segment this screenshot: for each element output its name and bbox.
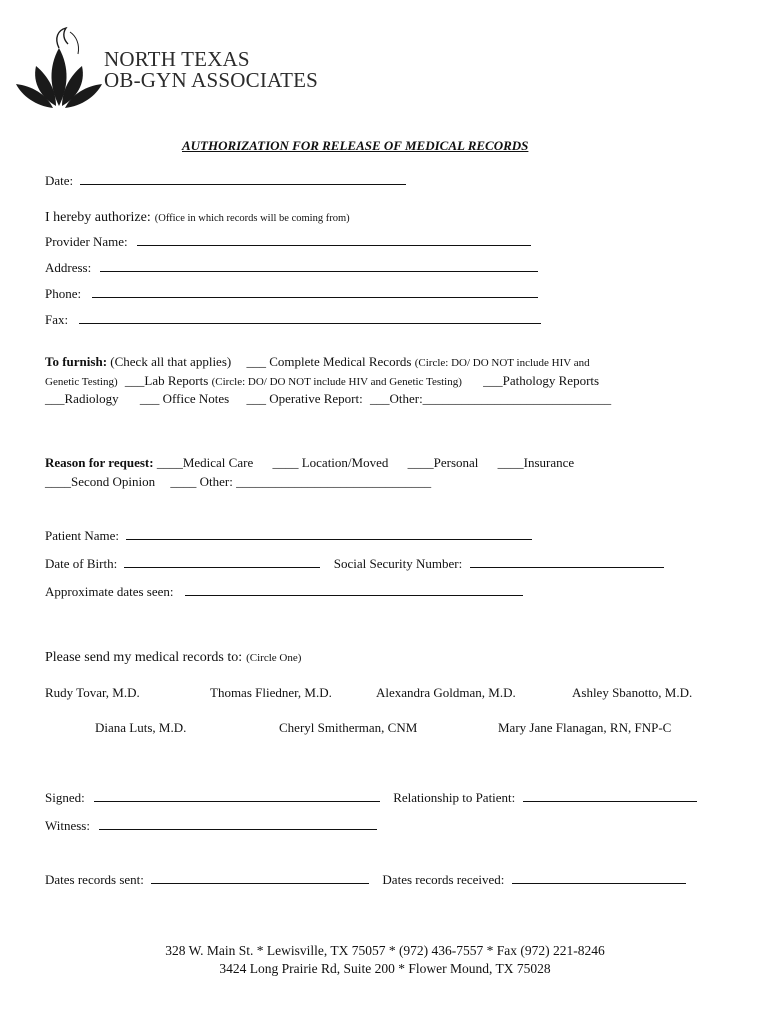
furnish-label: To furnish: (45, 354, 108, 369)
dates-received-label: Dates records received: (382, 872, 505, 887)
dates-sent-row (45, 872, 686, 888)
provider-option-1[interactable]: Rudy Tovar, M.D. (45, 685, 140, 700)
witness-field[interactable] (99, 829, 377, 830)
authorize-row (45, 208, 350, 226)
pathology-reports-option[interactable]: ___Pathology Reports (483, 373, 600, 388)
lab-reports-option[interactable]: ___Lab Reports (124, 373, 209, 388)
second-opinion-option[interactable]: ____Second Opinion (45, 474, 156, 489)
circle-one-note: (Circle One) (246, 652, 302, 664)
logo-line-1: NORTH TEXAS (104, 47, 250, 71)
fax-label: Fax: (45, 312, 69, 327)
signed-label: Signed: (45, 790, 85, 805)
date-row (45, 173, 406, 189)
provider-option-2[interactable]: Thomas Fliedner, M.D. (210, 685, 332, 700)
provider-label: Provider Name: (45, 234, 128, 249)
operative-report-option[interactable]: ___ Operative Report: (246, 391, 363, 406)
signed-field[interactable] (94, 801, 380, 802)
provider-field[interactable] (137, 245, 531, 246)
dates-sent-label: Dates records sent: (45, 872, 144, 887)
logo-line-2: OB-GYN ASSOCIATES (104, 68, 319, 92)
fax-field[interactable] (79, 323, 541, 324)
dates-seen-row (45, 584, 523, 600)
reason-other-option[interactable]: ____ Other: ______________________________ (170, 474, 432, 489)
address-row (45, 260, 538, 276)
date-label: Date: (45, 173, 74, 188)
provider-row (45, 234, 531, 250)
reason-label: Reason for request: (45, 455, 154, 470)
signed-row (45, 790, 697, 806)
phone-field[interactable] (92, 297, 538, 298)
patient-name-label: Patient Name: (45, 528, 120, 543)
phone-row (45, 286, 538, 302)
genetic-testing-note: Genetic Testing) (45, 376, 118, 388)
dates-seen-field[interactable] (185, 595, 523, 596)
reason-row-2 (45, 474, 431, 490)
hiv-circle-note-2: (Circle: DO/ DO NOT include HIV and Genetic Testing) (211, 376, 462, 388)
dob-row (45, 556, 664, 572)
furnish-row-1 (45, 354, 590, 370)
location-moved-option[interactable]: ____ Location/Moved (272, 455, 389, 470)
fax-row (45, 312, 541, 328)
relationship-label: Relationship to Patient: (393, 790, 516, 805)
authorize-label: I hereby authorize: (45, 210, 151, 225)
authorize-note: (Office in which records will be coming from) (154, 213, 350, 224)
provider-option-4[interactable]: Ashley Sbanotto, M.D. (572, 685, 693, 700)
date-field[interactable] (80, 184, 406, 185)
reason-row-1 (45, 455, 574, 471)
send-to-label: Please send my medical records to: (45, 650, 243, 665)
address-field[interactable] (100, 271, 538, 272)
footer-address-1: 328 W. Main St. * Lewisville, TX 75057 * (972) 436-7557 * Fax (972) 221-8246 (165, 943, 605, 958)
medical-care-option[interactable]: ____Medical Care (156, 455, 254, 470)
insurance-option[interactable]: ____Insurance (497, 455, 575, 470)
furnish-row-3 (45, 391, 611, 407)
lotus-logo-icon (14, 26, 104, 114)
witness-row (45, 818, 377, 834)
ssn-label: Social Security Number: (333, 556, 463, 571)
send-to-row (45, 648, 301, 666)
address-label: Address: (45, 260, 92, 275)
dates-seen-label: Approximate dates seen: (45, 584, 174, 599)
furnish-row-2 (45, 373, 599, 389)
furnish-check-note: (Check all that applies) (110, 354, 232, 369)
provider-option-6[interactable]: Cheryl Smitherman, CNM (279, 720, 418, 735)
footer-address-2: 3424 Long Prairie Rd, Suite 200 * Flower Mound, TX 75028 (219, 961, 551, 976)
hiv-circle-note-1: (Circle: DO/ DO NOT include HIV and (414, 357, 590, 369)
phone-label: Phone: (45, 286, 82, 301)
other-option[interactable]: ___Other:_____________________________ (369, 391, 612, 406)
dates-received-field[interactable] (512, 883, 686, 884)
ssn-field[interactable] (470, 567, 664, 568)
page-title: AUTHORIZATION FOR RELEASE OF MEDICAL RECORDS (182, 138, 529, 153)
dob-field[interactable] (124, 567, 320, 568)
radiology-option[interactable]: ___Radiology (45, 391, 119, 406)
relationship-field[interactable] (523, 801, 697, 802)
provider-option-5[interactable]: Diana Luts, M.D. (95, 720, 187, 735)
logo (14, 26, 334, 116)
provider-option-3[interactable]: Alexandra Goldman, M.D. (376, 685, 516, 700)
witness-label: Witness: (45, 818, 90, 833)
dob-label: Date of Birth: (45, 556, 118, 571)
patient-name-row (45, 528, 532, 544)
patient-name-field[interactable] (126, 539, 532, 540)
office-notes-option[interactable]: ___ Office Notes (139, 391, 230, 406)
personal-option[interactable]: ____Personal (407, 455, 479, 470)
complete-records-option[interactable]: ___ Complete Medical Records (246, 354, 412, 369)
provider-option-7[interactable]: Mary Jane Flanagan, RN, FNP-C (498, 720, 672, 735)
dates-sent-field[interactable] (151, 883, 369, 884)
